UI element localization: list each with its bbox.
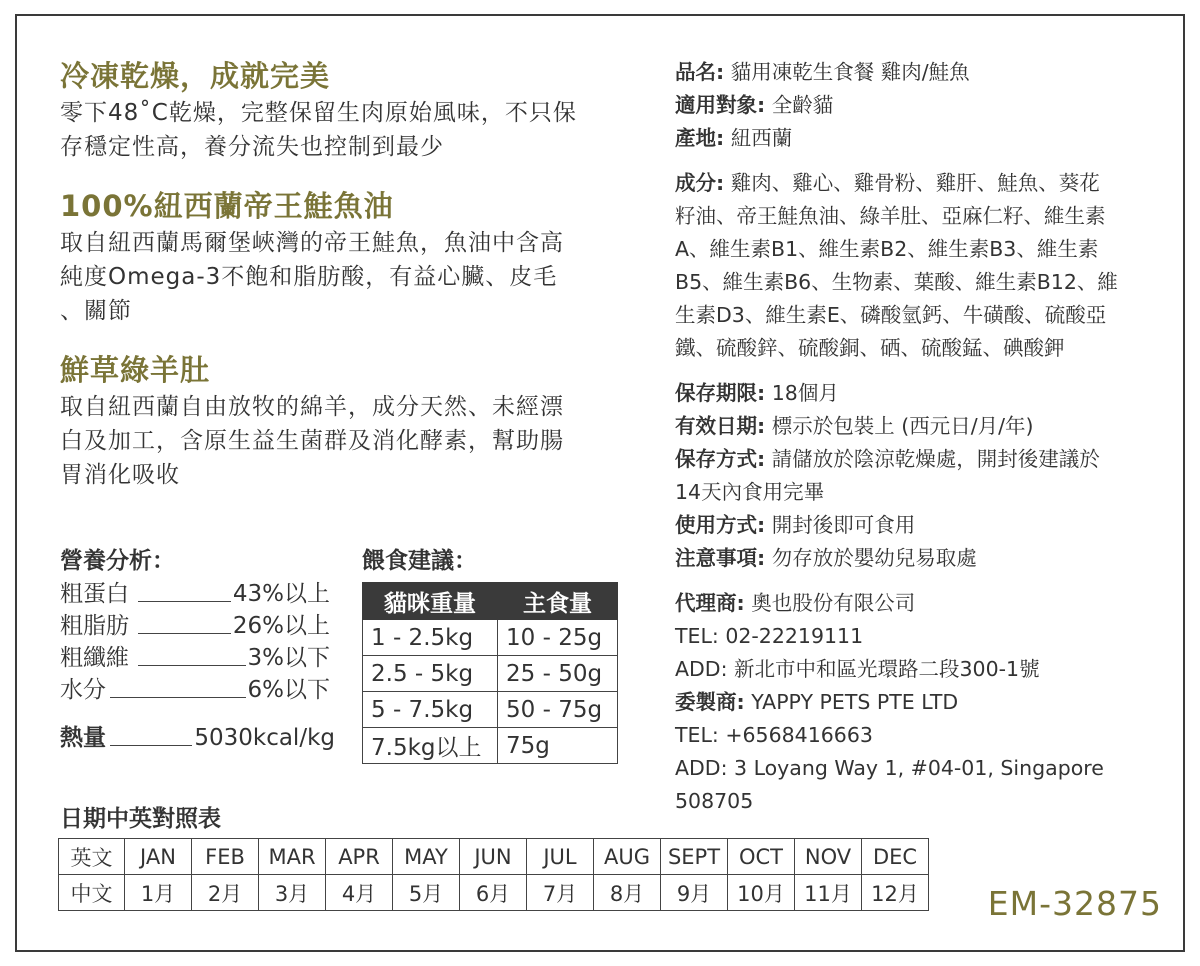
month-zh-cell: 7月: [527, 875, 594, 911]
feeding-title: 餵食建議：: [362, 548, 477, 574]
fill-line: [110, 722, 192, 746]
energy-label: 熱量: [60, 725, 106, 751]
shelf-life-value: 18個月: [771, 381, 839, 405]
month-en-cell: OCT: [728, 839, 795, 875]
month-zh-cell: 11月: [795, 875, 862, 911]
energy-row: [60, 722, 335, 754]
section-title: 冷凍乾燥，成就完美: [60, 59, 331, 93]
product-info: [675, 56, 1165, 818]
table-row: [363, 728, 618, 764]
section-body-line: 取自紐西蘭馬爾堡峽灣的帝王鮭魚，魚油中含高: [60, 230, 564, 256]
section-body-line: 純度Omega-3不飽和脂肪酸，有益心臟、皮毛: [60, 264, 558, 290]
expiry-row: [675, 410, 1165, 443]
maker-tel: TEL: +6568416663: [675, 723, 873, 747]
month-en-cell: JUL: [527, 839, 594, 875]
nutrition-analysis: [60, 546, 335, 754]
amount-cell: 50 - 75g: [498, 692, 618, 728]
origin-value: 紐西蘭: [730, 126, 793, 150]
nutrition-row: [60, 674, 330, 706]
target-value: 全齡貓: [771, 93, 834, 117]
notice-row: [675, 542, 1165, 575]
storage-row: [675, 443, 1165, 476]
feeding-table: [362, 582, 618, 764]
maker-row: [675, 686, 1165, 719]
nutrition-value: 3%以下: [247, 645, 330, 671]
section-body-line: 零下48˚C乾燥，完整保留生肉原始風味，不只保: [60, 100, 577, 126]
spacer: [675, 575, 1165, 587]
month-en-cell: JAN: [125, 839, 192, 875]
expiry-value: 標示於包裝上 (西元日/月/年): [771, 414, 1034, 438]
field-label: 保存期限:: [675, 381, 766, 405]
section-body-line: 取自紐西蘭自由放牧的綿羊，成分天然、未經漂: [60, 394, 564, 420]
amount-cell: 10 - 25g: [498, 620, 618, 656]
storage-row-cont: 14天內食用完畢: [675, 480, 825, 504]
field-label: 委製商:: [675, 690, 745, 714]
row-label-zh: 中文: [59, 875, 125, 911]
nutrition-row: [60, 610, 330, 642]
field-label: 有效日期:: [675, 414, 766, 438]
fill-line: [138, 642, 246, 666]
section-body-line: 白及加工，含原生益生菌群及消化酵素，幫助腸: [60, 428, 564, 454]
table-row: [363, 620, 618, 656]
maker-value: YAPPY PETS PTE LTD: [751, 690, 959, 714]
maker-address: ADD: 3 Loyang Way 1, #04-01, Singapore: [675, 756, 1104, 780]
field-label: 產地:: [675, 126, 725, 150]
feature-section: [60, 56, 630, 164]
nutrition-value: 6%以下: [247, 677, 330, 703]
notice-value: 勿存放於嬰幼兒易取處: [771, 546, 977, 570]
ingredients-line: 鐵、硫酸鋅、硫酸銅、硒、硫酸錳、碘酸鉀: [675, 336, 1065, 360]
ingredients-line: A、維生素B1、維生素B2、維生素B3、維生素: [675, 237, 1099, 261]
table-row: [363, 656, 618, 692]
product-name-row: [675, 56, 1165, 89]
month-table: [58, 838, 929, 911]
nutrition-title: 營養分析：: [60, 548, 175, 574]
section-body-line: 胃消化吸收: [60, 462, 180, 488]
amount-cell: 25 - 50g: [498, 656, 618, 692]
usage-value: 開封後即可食用: [771, 513, 916, 537]
section-title: 鮮草綠羊肚: [60, 353, 211, 387]
row-label-en: 英文: [59, 839, 125, 875]
month-zh-cell: 12月: [862, 875, 929, 911]
origin-row: [675, 122, 1165, 155]
month-zh-cell: 2月: [192, 875, 259, 911]
feature-section: [60, 186, 630, 328]
agent-row: [675, 587, 1165, 620]
month-zh-cell: 9月: [661, 875, 728, 911]
nutrition-row: [60, 578, 330, 610]
energy-value: 5030kcal/kg: [194, 725, 335, 751]
month-en-cell: DEC: [862, 839, 929, 875]
month-zh-cell: 5月: [393, 875, 460, 911]
month-en-cell: NOV: [795, 839, 862, 875]
nutrition-label: 粗纖維: [60, 645, 129, 671]
month-zh-cell: 6月: [460, 875, 527, 911]
month-en-cell: FEB: [192, 839, 259, 875]
section-body-line: 存穩定性高，養分流失也控制到最少: [60, 134, 444, 160]
ingredients-text: 雞肉、雞心、雞骨粉、雞肝、鮭魚、葵花: [724, 171, 1100, 195]
month-zh-cell: 8月: [594, 875, 661, 911]
feature-sections: [60, 56, 630, 514]
month-en-cell: AUG: [594, 839, 661, 875]
month-zh-row: [59, 875, 929, 911]
weight-cell: 1 - 2.5kg: [363, 620, 498, 656]
fill-line: [138, 610, 231, 634]
weight-cell: 2.5 - 5kg: [363, 656, 498, 692]
section-body-line: 、關節: [60, 298, 132, 324]
nutrition-label: 粗蛋白: [60, 581, 129, 607]
header-cat-weight: 貓咪重量: [363, 583, 498, 620]
table-row: [363, 692, 618, 728]
nutrition-row: [60, 642, 330, 674]
month-en-cell: MAY: [393, 839, 460, 875]
ingredients-line: 籽油、帝王鮭魚油、綠羊肚、亞麻仁籽、維生素: [675, 204, 1106, 228]
field-label: 使用方式:: [675, 513, 766, 537]
ingredients-line: B5、維生素B6、生物素、葉酸、維生素B12、維: [675, 270, 1118, 294]
month-en-cell: MAR: [259, 839, 326, 875]
agent-address: ADD: 新北市中和區光環路二段300-1號: [675, 657, 1040, 681]
month-zh-cell: 1月: [125, 875, 192, 911]
product-code: EM-32875: [987, 884, 1162, 923]
fill-line: [138, 578, 231, 602]
product-name: 貓用凍乾生食餐 雞肉/鮭魚: [730, 60, 970, 84]
month-en-cell: JUN: [460, 839, 527, 875]
field-label: 注意事項:: [675, 546, 766, 570]
date-table-title: 日期中英對照表: [60, 806, 221, 832]
field-label: 品名:: [675, 60, 725, 84]
header-food-amount: 主食量: [498, 583, 618, 620]
ingredients-line: 生素D3、維生素E、磷酸氫鈣、牛磺酸、硫酸亞: [675, 303, 1107, 327]
target-row: [675, 89, 1165, 122]
maker-address-cont: 508705: [675, 789, 754, 813]
field-label: 適用對象:: [675, 93, 766, 117]
month-en-cell: APR: [326, 839, 393, 875]
agent-value: 奧也股份有限公司: [751, 591, 916, 615]
spacer: [675, 155, 1165, 167]
weight-cell: 7.5kg以上: [363, 728, 498, 764]
weight-cell: 5 - 7.5kg: [363, 692, 498, 728]
ingredients-line: [675, 167, 1165, 200]
month-zh-cell: 4月: [326, 875, 393, 911]
nutrition-label: 粗脂肪: [60, 613, 129, 639]
fill-line: [110, 674, 246, 698]
spacer: [675, 365, 1165, 377]
feeding-header-row: [363, 583, 618, 620]
month-en-row: [59, 839, 929, 875]
nutrition-value: 26%以上: [232, 613, 330, 639]
agent-tel: TEL: 02-22219111: [675, 624, 864, 648]
feature-section: [60, 350, 630, 492]
shelf-life-row: [675, 377, 1165, 410]
field-label: 代理商:: [675, 591, 745, 615]
feeding-suggestion: [362, 546, 618, 764]
month-zh-cell: 3月: [259, 875, 326, 911]
month-en-cell: SEPT: [661, 839, 728, 875]
storage-value: 請儲放於陰涼乾燥處，開封後建議於: [771, 447, 1100, 471]
month-zh-cell: 10月: [728, 875, 795, 911]
field-label: 成分:: [675, 171, 725, 195]
nutrition-label: 水分: [60, 677, 106, 703]
amount-cell: 75g: [498, 728, 618, 764]
usage-row: [675, 509, 1165, 542]
nutrition-value: 43%以上: [232, 581, 330, 607]
field-label: 保存方式:: [675, 447, 766, 471]
section-title: 100%紐西蘭帝王鮭魚油: [60, 189, 394, 223]
